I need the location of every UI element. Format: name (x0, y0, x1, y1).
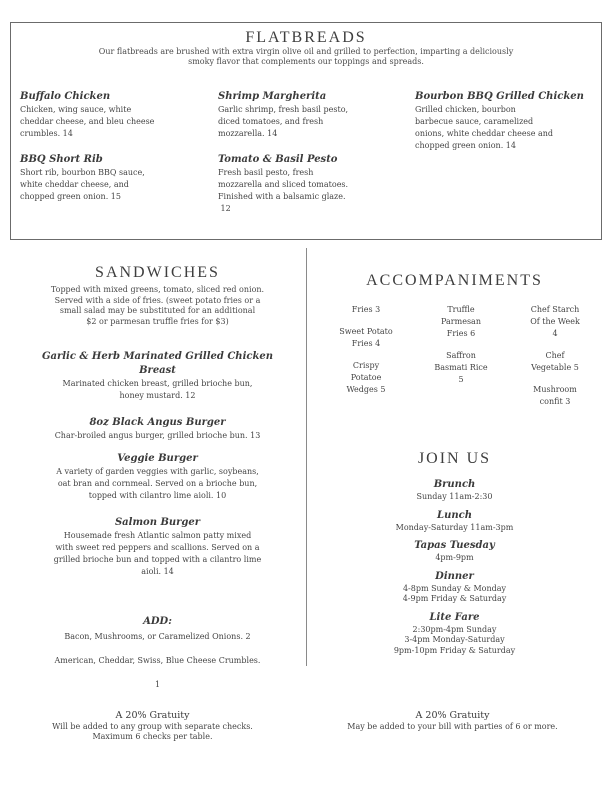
sandwiches-intro: Topped with mixed greens, tomato, sliced red onion. Served with a side of fries. (sweet potato fries or a small salad may be substituted for an additional $2 or parmesan truffle fries for $3) (50, 285, 265, 326)
add-line-1: Bacon, Mushrooms, or Caramelized Onions. 2 (64, 632, 251, 641)
item-description: Garlic shrimp, fresh basil pesto, diced tomatoes, and fresh mozzarella. 14 (218, 105, 349, 138)
flatbread-item-buffalo-chicken (20, 90, 200, 140)
sandwich-item-veggie-burger (10, 452, 305, 502)
sandwiches-title: SANDWICHES (95, 264, 220, 281)
item-description: A variety of garden veggies with garlic, soybeans, oat bran and cornmeal. Served on a brioche bun, topped with cilantro lime aioli. 10 (56, 467, 259, 500)
item-description: Char-broiled angus burger, grilled brioche bun. 13 (54, 431, 261, 440)
item-name: Veggie Burger (117, 453, 198, 464)
flatbread-item-shrimp-margherita (218, 90, 398, 140)
add-title: ADD: (143, 616, 172, 627)
item-name: 8oz Black Angus Burger (89, 417, 226, 428)
item-name: Shrimp Margherita (218, 91, 327, 102)
item-description: Housemade fresh Atlantic salmon patty mixed with sweet red peppers and scallions. Served on a grilled brioche bun and topped with a cilantro lime aioli. 14 (53, 531, 262, 576)
accompaniment-item: Truffle Parmesan Fries 6 (441, 305, 481, 338)
accompaniment-item: Saffron Basmati Rice 5 (434, 351, 488, 384)
sandwiches-section (10, 265, 305, 327)
event-lunch: Lunch Monday-Saturday 11am-3pm (395, 509, 514, 532)
sandwich-item-angus-burger (10, 416, 305, 442)
gratuity-left: A 20% Gratuity Will be added to any group with separate checks. Maximum 6 checks per table. (52, 710, 253, 741)
accompaniments-column-3 (510, 304, 600, 418)
sandwich-item-garlic-herb-chicken (10, 350, 305, 402)
flatbread-item-bbq-short-rib (20, 153, 200, 203)
add-line-2: American, Cheddar, Swiss, Blue Cheese Crumbles. (54, 656, 261, 665)
accompaniment-item: Crispy Potatoe Wedges 5 (346, 361, 386, 394)
item-name: Tomato & Basil Pesto (218, 154, 338, 165)
item-description: Marinated chicken breast, grilled brioche bun, honey mustard. 12 (62, 379, 253, 400)
item-description: Fresh basil pesto, fresh mozzarella and sliced tomatoes. Finished with a balsamic glaze. 12 (218, 168, 349, 213)
item-name: Salmon Burger (114, 517, 201, 528)
item-name: Bourbon BBQ Grilled Chicken (415, 91, 584, 102)
accompaniments-title: ACCOMPANIMENTS (366, 272, 543, 289)
event-tapas-tuesday: Tapas Tuesday 4pm-9pm (414, 540, 495, 562)
flatbreads-title: FLATBREADS (245, 29, 367, 46)
item-name: BBQ Short Rib (20, 154, 103, 165)
gratuity-right: A 20% Gratuity May be added to your bill with parties of 6 or more. (347, 710, 558, 731)
item-name: Buffalo Chicken (20, 91, 111, 102)
join-us-title: JOIN US (417, 450, 492, 467)
event-dinner: Dinner 4-8pm Sunday & Monday 4-9pm Friday & Saturday (402, 570, 507, 603)
flatbread-item-tomato-basil-pesto (218, 153, 398, 215)
accompaniment-item: Fries 3 (351, 305, 381, 314)
accompaniments-column-1 (326, 304, 406, 406)
item-description: Short rib, bourbon BBQ sauce, white cheddar cheese, and chopped green onion. 15 (20, 168, 145, 201)
accompaniment-item: Chef Vegetable 5 (531, 351, 579, 372)
accompaniment-item: Sweet Potato Fries 4 (339, 327, 393, 348)
sandwich-item-salmon-burger (10, 516, 305, 578)
flatbread-item-bourbon-bbq-chicken (415, 90, 595, 152)
item-name: Garlic & Herb Marinated Grilled Chicken Breast (41, 351, 274, 376)
add-line-3: 1 (154, 680, 161, 689)
flatbreads-intro: Our flatbreads are brushed with extra virgin olive oil and grilled to perfection, imparting a deliciously smoky flavor that complements our toppings and spreads. (98, 47, 514, 66)
item-description: Chicken, wing sauce, white cheddar cheese, and bleu cheese crumbles. 14 (20, 105, 155, 138)
accompaniment-item: Mushroom confit 3 (533, 385, 577, 406)
event-brunch: Brunch Sunday 11am-2:30 (416, 479, 493, 501)
item-description: Grilled chicken, bourbon barbecue sauce, caramelized onions, white cheddar cheese and chopped green onion. 14 (415, 105, 554, 150)
accompaniment-item: Chef Starch Of the Week 4 (530, 305, 580, 338)
accompaniments-column-2 (416, 304, 506, 396)
join-us-events (307, 478, 602, 656)
event-lite-fare: Lite Fare 2:30pm-4pm Sunday 3-4pm Monday-Saturday 9pm-10pm Friday & Saturday (393, 611, 516, 655)
sandwich-add-ons (10, 615, 305, 691)
